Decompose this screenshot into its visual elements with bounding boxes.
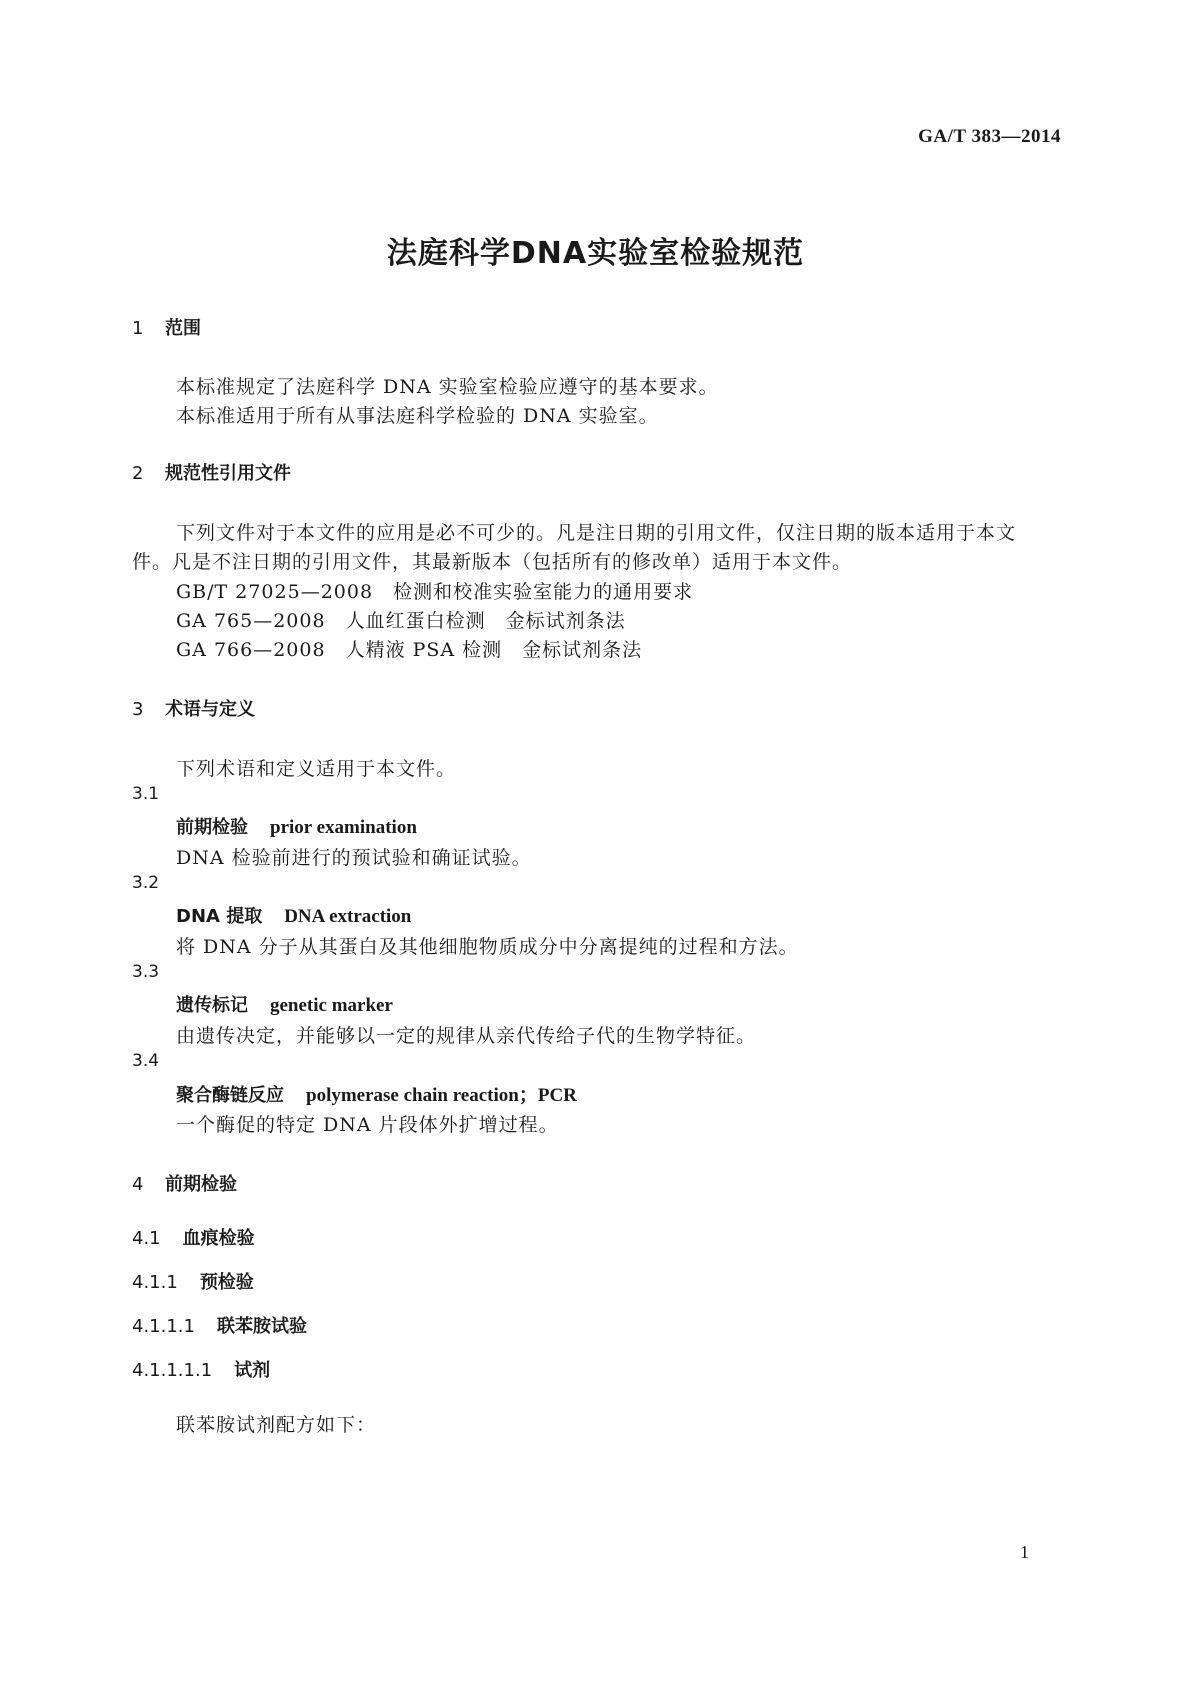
subsection-heading: [132, 1312, 307, 1338]
subsection-title: 预检验: [199, 1272, 254, 1293]
subsection-title: 联苯胺试验: [216, 1316, 307, 1337]
term-number: 3.3: [132, 962, 160, 982]
term-heading: [176, 1080, 577, 1107]
term-en: prior examination: [270, 817, 417, 838]
section-number: 1: [132, 318, 144, 339]
subsection-title: 血痕检验: [182, 1228, 255, 1249]
section-title: 规范性引用文件: [165, 463, 291, 484]
subsection-number: 4.1: [132, 1228, 161, 1249]
reference-title: 人血红蛋白检测 金标试剂条法: [345, 610, 626, 632]
term-en: DNA extraction: [284, 906, 412, 927]
term-zh: DNA 提取: [176, 906, 263, 927]
subsection-heading: [132, 1356, 270, 1382]
section-number: 2: [132, 463, 144, 484]
section-heading-4: [132, 1170, 237, 1196]
term-en: genetic marker: [270, 995, 393, 1016]
section-heading-1: [132, 314, 201, 340]
paragraph: 本标准适用于所有从事法庭科学检验的 DNA 实验室。: [176, 405, 659, 427]
term-definition: 由遗传决定，并能够以一定的规律从亲代传给子代的生物学特征。: [176, 1025, 757, 1047]
subsection-heading: [132, 1224, 255, 1250]
term-number: 3.2: [132, 873, 160, 893]
reference-item: [176, 635, 642, 662]
subsection-number: 4.1.1.1.1: [132, 1360, 213, 1381]
reference-code: GA 766—2008: [176, 639, 326, 661]
subsection-number: 4.1.1.1: [132, 1316, 195, 1337]
term-zh: 聚合酶链反应: [176, 1085, 284, 1106]
term-number: 3.1: [132, 784, 160, 804]
reference-code: GA 765—2008: [176, 610, 326, 632]
term-heading: [176, 813, 417, 839]
paragraph: 本标准规定了法庭科学 DNA 实验室检验应遵守的基本要求。: [176, 376, 719, 398]
term-definition: 一个酶促的特定 DNA 片段体外扩增过程。: [176, 1114, 559, 1136]
subsection-title: 试剂: [234, 1360, 271, 1381]
term-en: polymerase chain reaction；PCR: [306, 1085, 577, 1106]
term-zh: 前期检验: [176, 817, 248, 838]
term-definition: 将 DNA 分子从其蛋白及其他细胞物质成分中分离提纯的过程和方法。: [176, 936, 799, 958]
subsection-heading: [132, 1268, 254, 1294]
paragraph: 下列文件对于本文件的应用是必不可少的。凡是注日期的引用文件，仅注日期的版本适用于本文: [176, 522, 1017, 544]
term-heading: [176, 902, 411, 928]
paragraph: 下列术语和定义适用于本文件。: [176, 758, 457, 780]
paragraph: 联苯胺试剂配方如下：: [176, 1414, 377, 1436]
section-title: 前期检验: [165, 1174, 237, 1195]
term-zh: 遗传标记: [176, 995, 248, 1016]
standard-code: GA/T 383—2014: [918, 126, 1061, 147]
term-definition: DNA 检验前进行的预试验和确证试验。: [176, 847, 532, 869]
subsection-number: 4.1.1: [132, 1272, 178, 1293]
section-title: 范围: [165, 318, 201, 339]
term-number: 3.4: [132, 1051, 160, 1071]
term-heading: [176, 991, 393, 1017]
section-number: 4: [132, 1174, 144, 1195]
reference-item: [176, 606, 626, 633]
section-title: 术语与定义: [165, 699, 255, 720]
paragraph: 件。凡是不注日期的引用文件，其最新版本（包括所有的修改单）适用于本文件。: [132, 551, 853, 573]
reference-title: 检测和校准实验室能力的通用要求: [393, 581, 694, 603]
reference-code: GB/T 27025—2008: [176, 581, 374, 603]
section-heading-2: [132, 459, 291, 485]
page-number: 1: [1020, 1542, 1029, 1562]
reference-item: [176, 577, 693, 604]
section-heading-3: [132, 695, 255, 721]
section-number: 3: [132, 699, 144, 720]
reference-title: 人精液 PSA 检测 金标试剂条法: [345, 639, 643, 661]
document-title: 法庭科学DNA实验室检验规范: [386, 236, 805, 271]
